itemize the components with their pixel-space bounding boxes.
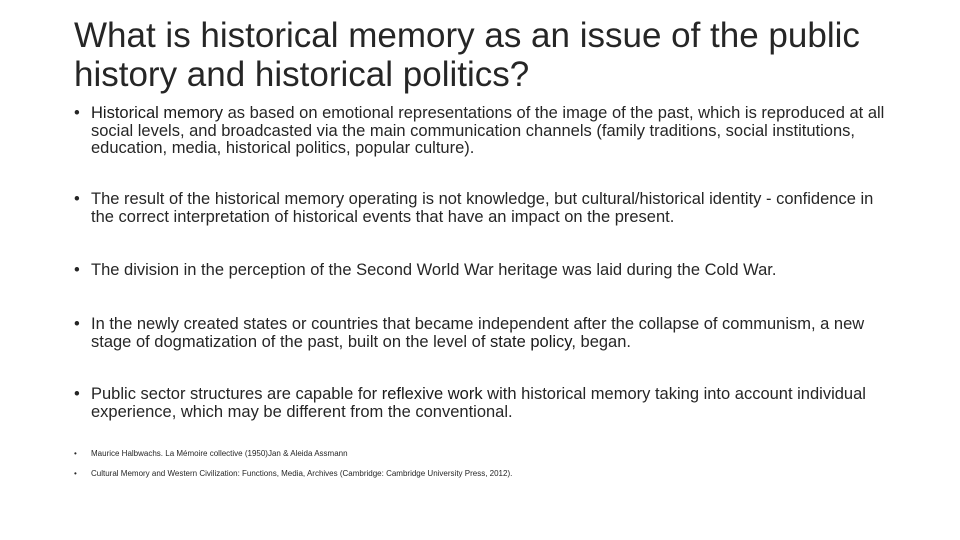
bullet-text-pre: The result of the historical memory operating is not knowledge, but cultural/historical identity - confidence in the correct interpretation of historical events that have an impact on the present. xyxy=(91,190,874,226)
reference-text: Maurice Halbwachs. La Mémoire collective (1950)Jan & Aleida Assmann xyxy=(91,449,348,458)
bullet-text xyxy=(91,191,894,226)
bullet-icon: • xyxy=(74,385,80,403)
bullet-text-post: with historical memory taking into account individual experience, which may be different from the conventional. xyxy=(91,385,866,421)
bullet-item-new-states xyxy=(74,316,894,351)
bullet-text-pre: Public sector structures are capable for xyxy=(91,385,382,403)
bullet-text xyxy=(91,105,894,158)
bullet-item-public-sector xyxy=(74,386,894,421)
slide-title: What is historical memory as an issue of the public history and historical politics? xyxy=(74,16,860,94)
bullet-text-pre: In the newly created states or countries that became independent after the collapse of communism, a new stage of dogmatization of the past, built on the level of xyxy=(91,315,865,351)
bullet-icon: • xyxy=(74,449,77,458)
bullet-icon: • xyxy=(74,315,80,333)
bullet-text-pre: The division in the perception of the Second World War heritage was laid during the Cold War. xyxy=(91,261,777,279)
reference-text: Cultural Memory and Western Civilization: Functions, Media, Archives (Cambridge: Cambridge University Press, 2012). xyxy=(91,469,513,478)
bullet-text-post: , began. xyxy=(571,332,631,351)
bullet-item-result xyxy=(74,191,894,226)
bullet-text-post: as based on emotional representations of the image of the past, which is reproduced at all social levels, and broadcasted via the main communication channels (family traditions, social institutions, education, media, historical politics, popular culture). xyxy=(91,104,885,157)
bullet-icon: • xyxy=(74,469,77,478)
bullet-icon: • xyxy=(74,104,80,122)
bullet-text-emphasis: state policy xyxy=(490,332,572,351)
bullet-icon: • xyxy=(74,190,80,208)
bullet-text-emphasis: Historical memory xyxy=(91,104,224,122)
bullet-icon: • xyxy=(74,261,80,279)
bullet-text-emphasis: reflexive work xyxy=(381,385,483,403)
bullet-item-historical-memory xyxy=(74,105,894,158)
bullet-text xyxy=(91,316,894,351)
bullet-item-division xyxy=(74,262,894,280)
bullet-text xyxy=(91,386,894,421)
bullet-text xyxy=(91,262,894,280)
reference-item xyxy=(74,469,894,479)
reference-item xyxy=(74,449,894,459)
